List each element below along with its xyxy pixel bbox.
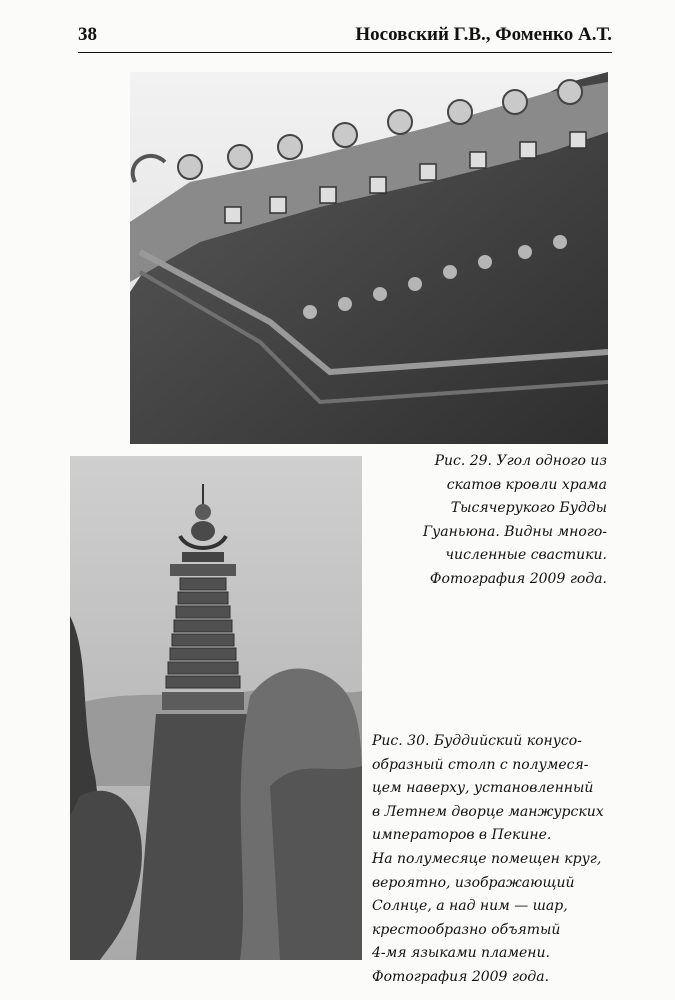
stupa-photo (70, 456, 362, 960)
caption-line: численные свастики. (445, 547, 607, 564)
caption-line: Рис. 29. Угол одного из (434, 453, 607, 469)
caption-line: Фотография 2009 года. (372, 968, 550, 985)
caption-line: 4-мя языками пламени. (372, 945, 550, 962)
caption-line: Фотография 2009 года. (429, 570, 607, 587)
caption-line: Тысячерукого Будды (450, 500, 607, 517)
caption-line: цем наверху, установленный (372, 780, 594, 797)
caption-line: императоров в Пекине. (372, 827, 552, 844)
caption-line: Гуаньюна. Видны много- (422, 523, 607, 540)
caption-line: На полумесяце помещен круг, (372, 850, 602, 867)
figure-30-caption (372, 730, 612, 990)
running-head: Носовский Г.В., Фоменко А.Т. (355, 24, 612, 45)
roof-corner-photo (130, 72, 608, 444)
page-header (78, 22, 612, 53)
caption-line: Солнце, а над ним — шар, (372, 898, 568, 915)
caption-line: скатов кровли храма (446, 476, 607, 493)
caption-line: Рис. 30. Буддийский конусо- (372, 733, 582, 749)
caption-line: образный столп с полумеся- (372, 756, 589, 773)
caption-line: вероятно, изображающий (372, 874, 575, 891)
caption-line: в Летнем дворце манжурских (372, 803, 604, 820)
caption-line: крестообразно объятый (372, 921, 561, 938)
page-number: 38 (78, 24, 97, 45)
figure-29-caption (377, 450, 607, 592)
